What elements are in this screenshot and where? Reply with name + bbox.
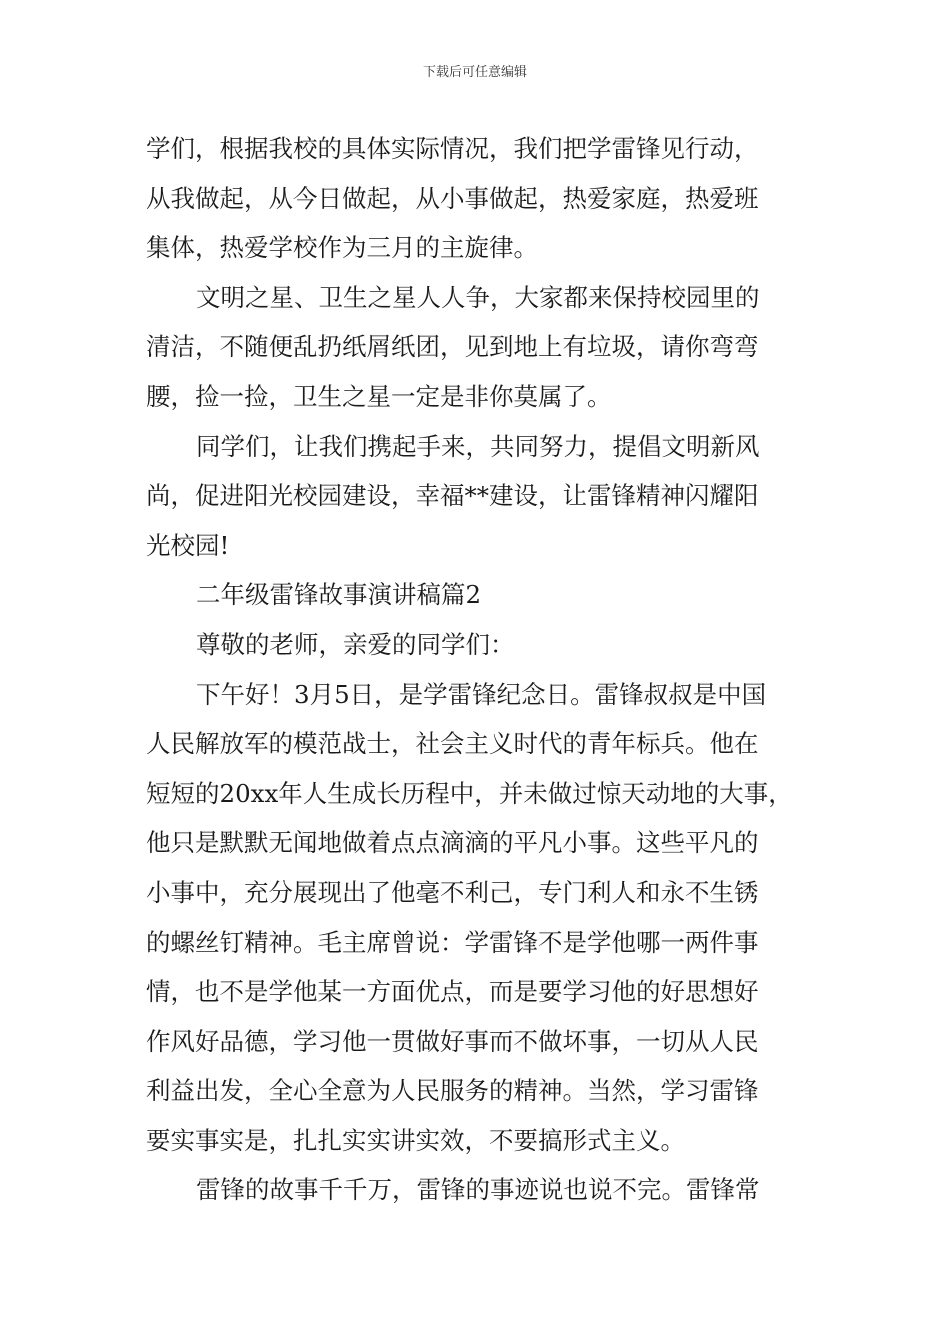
text-line: 小事中，充分展现出了他毫不利己，专门利人和永不生锈 <box>146 877 759 907</box>
text-line: 下午好！3月5日，是学雷锋纪念日。雷锋叔叔是中国 <box>196 679 767 709</box>
text-line: 学们，根据我校的具体实际情况，我们把学雷锋见行动， <box>146 134 759 163</box>
text-line: 同学们，让我们携起手来，共同努力，提倡文明新风 <box>196 431 760 461</box>
text-line: 清洁，不随便乱扔纸屑纸团，见到地上有垃圾，请你弯弯 <box>146 332 759 362</box>
text-line: 二年级雷锋故事演讲稿篇2 <box>196 580 482 610</box>
paragraph <box>146 570 810 620</box>
document-body <box>146 124 810 1215</box>
text-line: 作风好品德，学习他一贯做好事而不做坏事，一切从人民 <box>146 1026 759 1056</box>
text-line: 利益出发，全心全意为人民服务的精神。当然，学习雷锋 <box>146 1076 759 1106</box>
text-line: 他只是默默无闻地做着点点滴滴的平凡小事。这些平凡的 <box>146 828 759 858</box>
page-header: 下载后可任意编辑 <box>422 65 527 80</box>
paragraph <box>146 124 810 273</box>
text-line: 从我做起，从今日做起，从小事做起，热爱家庭，热爱班 <box>146 183 759 213</box>
paragraph <box>146 273 810 422</box>
text-line: 要实事实是，扎扎实实讲实效，不要搞形式主义。 <box>146 1125 685 1155</box>
paragraph <box>146 670 810 1166</box>
text-line: 文明之星、卫生之星人人争，大家都来保持校园里的 <box>196 282 760 312</box>
paragraph <box>146 620 810 670</box>
text-line: 的螺丝钉精神。毛主席曾说：学雷锋不是学他哪一两件事 <box>146 927 759 957</box>
text-line: 集体，热爱学校作为三月的主旋律。 <box>146 233 538 263</box>
text-line: 情，也不是学他某一方面优点，而是要学习他的好思想好 <box>146 977 759 1007</box>
text-line: 短短的20xx年人生成长历程中，并未做过惊天动地的大事， <box>146 778 793 808</box>
paragraph <box>146 422 810 571</box>
text-line: 尊敬的老师，亲爱的同学们： <box>196 629 515 659</box>
text-line: 人民解放军的模范战士，社会主义时代的青年标兵。他在 <box>146 729 759 759</box>
paragraph <box>146 1165 810 1215</box>
text-line: 尚，促进阳光校园建设，幸福**建设，让雷锋精神闪耀阳 <box>146 481 759 511</box>
text-line: 雷锋的故事千千万，雷锋的事迹说也说不完。雷锋常 <box>196 1175 760 1205</box>
text-line: 光校园! <box>146 530 230 560</box>
text-line: 腰，捡一捡，卫生之星一定是非你莫属了。 <box>146 381 612 411</box>
